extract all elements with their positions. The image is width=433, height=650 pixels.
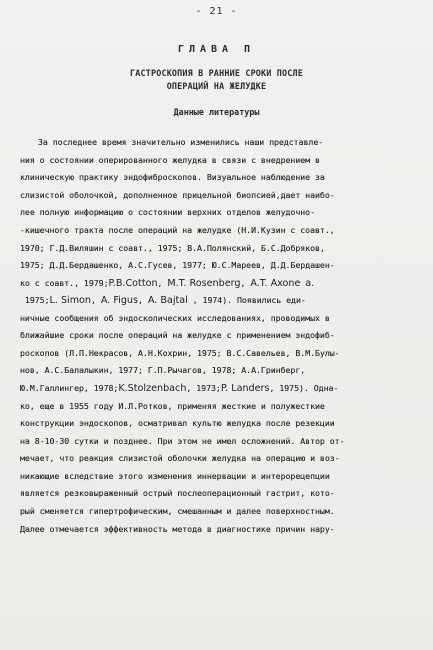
text-fragment: 1970; [20, 243, 45, 253]
text-line: ближайшие сроки после операций на желудке с применением эндофиб- [20, 330, 335, 340]
text-fragment: Г.Д.Виляшин с соавт., 1975; В.А.Полянский, Б.С.Добряков, [49, 243, 325, 253]
text-line: лее полную информацию о состоянии верхних отделов желудочно- [20, 207, 316, 217]
text-fragment: , 1975). Одна- [269, 383, 339, 393]
text-line: клиническую практику эндофиброскопов. Визуальное наблюдение за [20, 172, 325, 182]
text-line: За последнее время значительно изменились наши представле- [38, 137, 324, 147]
text-line: на 8-10-30 сутки и позднее. При этом не имел осложнений. Автор от- [20, 436, 345, 446]
handwritten-author-name: A. Figus [100, 295, 139, 306]
chapter-heading: ГЛАВА П [177, 44, 256, 55]
text-line: 1975; Д.Д.Бердашенко, А.С.Гусев, 1977; Ю.С.Мареев, Д.Д.Бердашен- [20, 260, 335, 270]
text-line: ко, еще в 1955 году И.Л.Ротков, применяя жесткие и полужесткие [20, 401, 325, 411]
text-line: слизистой оболочкой, дополненное прицельной биопсией,дает наибо- [20, 190, 335, 200]
text-fragment: Ю.М.Галлингер, 1978; [20, 383, 119, 393]
page-number: - 21 - [195, 6, 238, 17]
handwritten-author-name: L. Simon [49, 295, 92, 306]
handwritten-author-name: A.T. Axone [250, 278, 301, 289]
text-line: рый сменяется гипертрофическим, смешанным и далее поверхностным. [20, 506, 335, 516]
handwritten-annotation: a. [305, 278, 315, 289]
chapter-title-line-2: ОПЕРАЦИЙ НА ЖЕЛУДКЕ [166, 81, 267, 91]
chapter-title-line-1: ГАСТРОСКОПИЯ В РАННИЕ СРОКИ ПОСЛЕ [130, 68, 303, 78]
text-fragment: , 1974). Появились еди- [192, 295, 306, 305]
text-line: роскопов (Л.П.Некрасов, А.Н.Кохрин, 1975; В.С.Савельев, В.М.Булы- [20, 348, 340, 358]
text-line [20, 380, 338, 396]
section-subtitle: Данные литературы [173, 107, 260, 117]
text-line: никающие вследствие этого изменения иннервации и интерорецепции [20, 471, 330, 481]
text-line: -кишечного тракта после операций на желудке (Н.И.Кузин с соавт., [20, 225, 335, 235]
text-line: мечает, что реакция слизистой оболочки желудка на операцию и воз- [20, 453, 340, 463]
text-line: конструкции эндоскопов, осматривал культю желудка после резекции [20, 418, 335, 428]
text-line: 1975;L. Simon, A. Figus, A. Bajtal , 1974). Появились еди- [24, 295, 306, 306]
handwritten-author-name: K.Stolzenbach [118, 383, 187, 394]
text-line: Далее отмечается эффективность метода в диагностике причин нару- [20, 524, 335, 534]
text-line: является резковыраженный острый послеоперационный гастрит, кото- [20, 488, 335, 498]
text-line [20, 240, 325, 256]
text-line: ния о состоянии оперированного желудка в связи с внедрением в [20, 155, 320, 165]
handwritten-author-name: P.B.Cotton [108, 278, 158, 289]
text-fragment: 1975; [24, 295, 50, 305]
handwritten-author-name: M.T. Rosenberg [167, 278, 241, 289]
text-fragment: , 1973; [186, 383, 221, 393]
text-line: ко с соавт., 1979;P.B.Cotton, M.T. Rosenberg, A.T. Axone a. [20, 278, 315, 289]
handwritten-author-name: A. Bajtal [147, 295, 188, 306]
text-line: ничные сообщения об эндоскопических исследованиях, проводимых в [20, 313, 330, 323]
handwritten-author-name: P. Landers [220, 383, 270, 394]
text-fragment: ко с соавт., 1979; [20, 278, 109, 288]
text-line: нов, А.С.Балалыкин, 1977; Г.П.Рычагов, 1978; А.А.Гринберг, [20, 365, 306, 375]
